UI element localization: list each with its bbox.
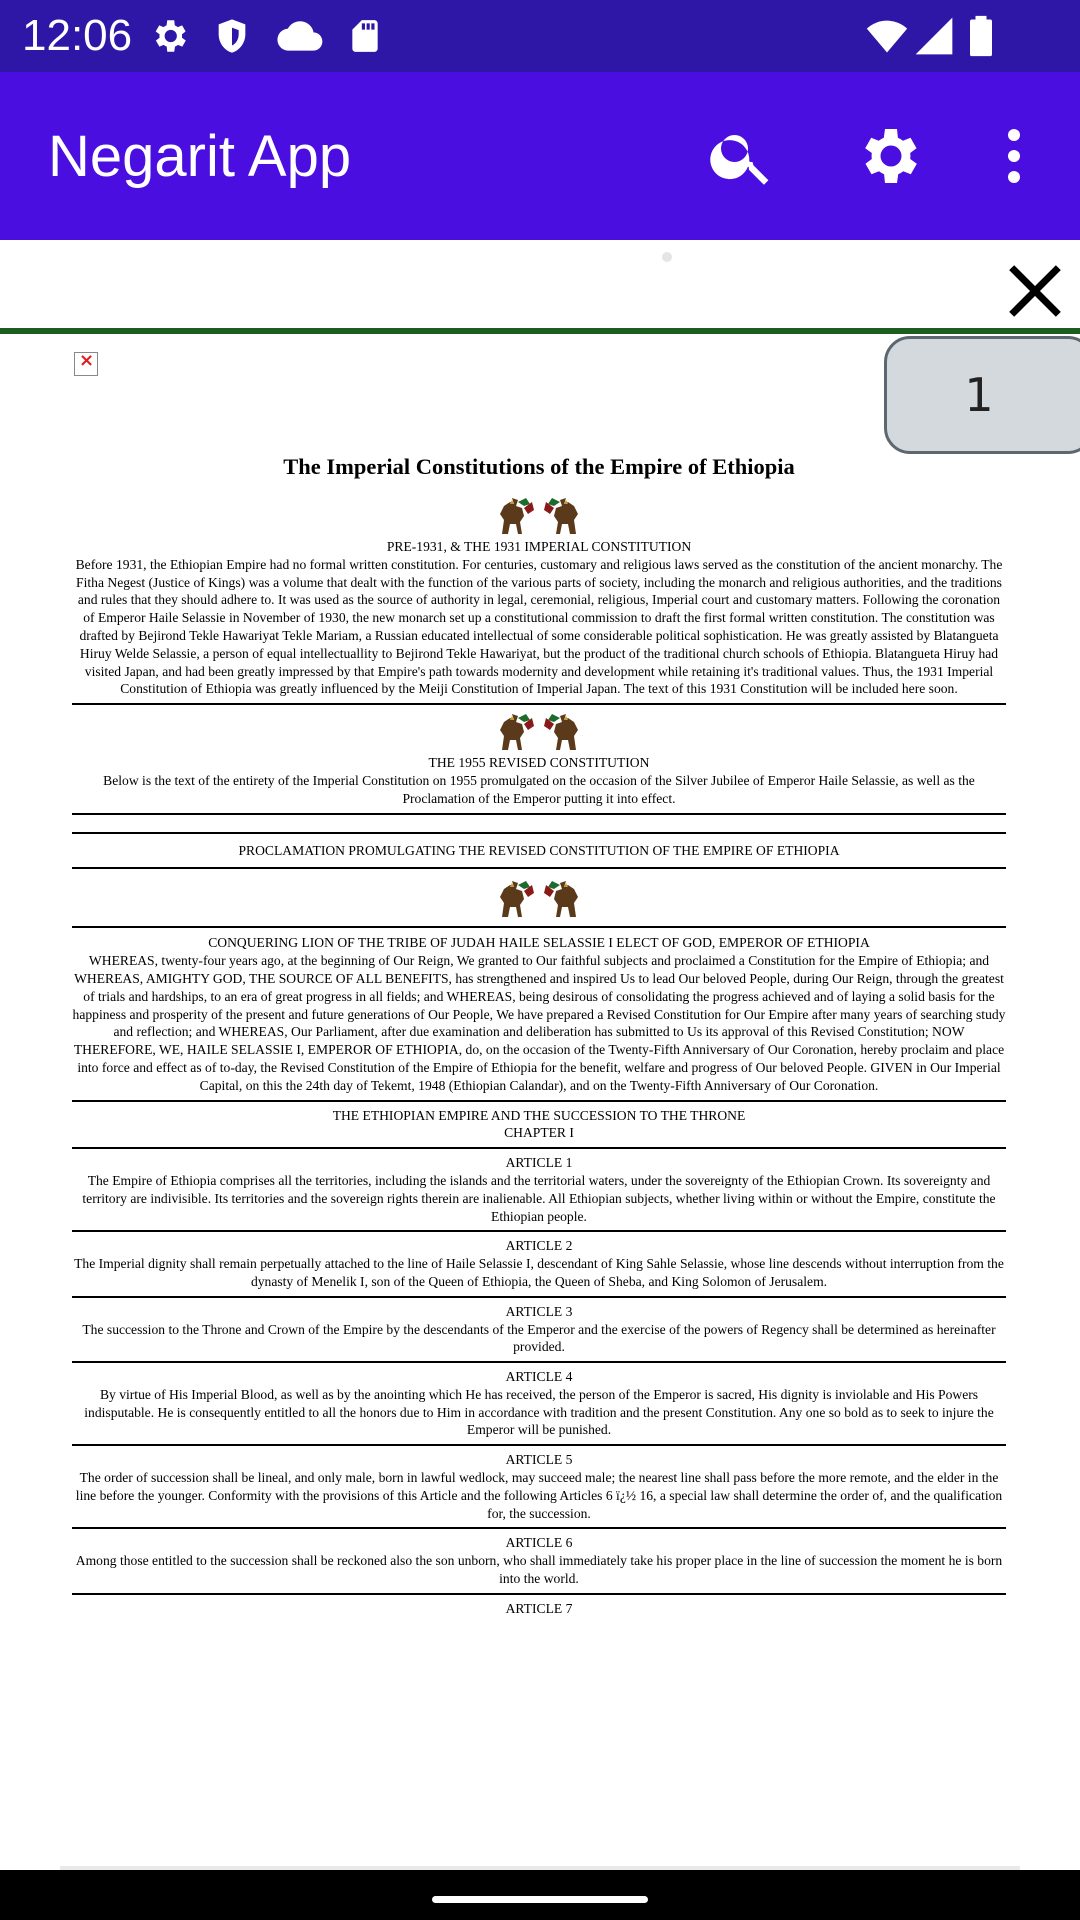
divider <box>72 832 1006 834</box>
sd-card-icon <box>346 14 384 58</box>
article-5 <box>72 1451 1006 1522</box>
article-label: ARTICLE 4 <box>505 1369 573 1385</box>
cloud-icon <box>276 14 324 58</box>
article-3 <box>72 1303 1006 1356</box>
lion-icon <box>540 494 582 538</box>
shield-icon <box>212 14 252 58</box>
find-bar <box>0 240 1080 332</box>
article-text: Among those entitled to the succession shall be reckoned also the son unborn, who shall immediately take his proper place in the line of succession the moment he is born into the world. <box>75 1553 1003 1587</box>
proclamation-heading: PROCLAMATION PROMULGATING THE REVISED CONSTITUTION OF THE EMPIRE OF ETHIOPIA <box>238 842 840 858</box>
chapter-heading: THE ETHIOPIAN EMPIRE AND THE SUCCESSION TO THE THRONE <box>332 1107 746 1123</box>
divider <box>72 813 1006 815</box>
document <box>72 452 1006 1618</box>
lion-icon <box>496 877 538 921</box>
crest-emblem <box>72 710 1006 754</box>
divider <box>72 1444 1006 1446</box>
revised1955-heading: THE 1955 REVISED CONSTITUTION <box>428 755 650 771</box>
divider <box>72 1361 1006 1363</box>
article-text: By virtue of His Imperial Blood, as well as by the anointing which He has received, the person of the Emperor is sacred, His dignity is inviolable and His Powers indisputable. He is consequently entitled to all the honors due to Him in accordance with tradition and the present Constitution. Any one so bold as to seek to injure the Emperor will be punished. <box>84 1386 994 1438</box>
article-label: ARTICLE 5 <box>505 1452 573 1468</box>
document-title: The Imperial Constitutions of the Empire of Ethiopia <box>283 454 795 479</box>
divider <box>72 1230 1006 1232</box>
article-text: The Imperial dignity shall remain perpetually attached to the line of Haile Selassie I, descendant of King Sahle Selassie, whose line descends without interruption from the dynasty of Menelik I, son of the Queen of Ethiopia, the Queen of Sheba, and King Solomon of Jerusalem. <box>74 1256 1004 1289</box>
close-icon[interactable] <box>1000 256 1070 326</box>
signal-icon <box>912 14 956 58</box>
article-label: ARTICLE 1 <box>505 1155 573 1171</box>
divider <box>72 703 1006 705</box>
broken-image-icon <box>74 352 98 376</box>
revised1955-text: Below is the text of the entirety of the Imperial Constitution on 1955 promulgated on the occasion of the Silver Jubilee of Emperor Haile Selassie, as well as the Proclamation of the Emperor putting it into effect. <box>103 772 975 806</box>
article-7-label: ARTICLE 7 <box>505 1600 573 1616</box>
divider <box>72 1593 1006 1595</box>
loading-dot <box>662 252 672 262</box>
battery-icon <box>966 14 996 58</box>
lion-icon <box>540 710 582 754</box>
app-title: Negarit App <box>48 124 352 189</box>
pre1931-text: Before 1931, the Ethiopian Empire had no formal written constitution. For centuries, customary and religious laws served as the constitution of the ancient monarchy. The Fitha Negest (Justice of Kings) was a volume that dealt with the function of the various parts of society, including the monarch and religious authorities, and the traditions and rules that they should adhere to. It was used as the source of authority in legal, ceremonial, religious, Imperial court and customary matters. Following the coronation of Emperor Haile Selassie in November of 1930, the new monarch set up a constitutional commission to draft the first formal written constitution. The constitution was drafted by Bejirond Tekle Hawariyat Tekle Mariam, a Russian educated intellectual of some considerable political sophistication. He was greatly assisted by Blatangueta Hiruy Welde Selassie, a person of equal intellectuallity to Bejirond Tekle Hawariyat, but the product of the traditional church schools of Ethiopia. Blatangueta Hiruy had visited Japan, and had been greatly impressed by that Empire's path towards modernity and development while retaining it's traditional values. Thus, the 1931 Imperial Constitution of Ethiopia was greatly influenced by the Meiji Constitution of Imperial Japan. The text of this 1931 Constitution will be included here soon. <box>75 556 1003 697</box>
home-gesture-handle[interactable] <box>432 1896 648 1903</box>
settings-icon[interactable] <box>852 120 924 192</box>
crest-emblem <box>72 877 1006 921</box>
divider <box>72 867 1006 869</box>
article-text: The succession to the Throne and Crown of the Empire by the descendants of the Emperor and the exercise of the powers of Regency shall be determined as hereinafter provided. <box>82 1321 996 1355</box>
search-icon[interactable] <box>706 120 778 192</box>
lion-heading: CONQUERING LION OF THE TRIBE OF JUDAH HAILE SELASSIE I ELECT OF GOD, EMPEROR OF ETHIOPIA <box>208 935 870 951</box>
app-bar <box>0 72 1080 240</box>
article-1 <box>72 1154 1006 1225</box>
system-nav-bar <box>0 1870 1080 1920</box>
proclamation-text: WHEREAS, twenty-four years ago, at the beginning of Our Reign, We granted to Our faithful subjects and proclaimed a Constitution for the Empire of Ethiopia; and WHEREAS, AMIGHTY GOD, THE SOURCE OF ALL BENEFITS, has strengthened and inspired Us to lead Our beloved People, during Our Reign, through the greatest of trials and hardships, to an era of great progress in all fields; and WHEREAS, being desirous of consolidating the progress achieved and of laying a solid basis for the happiness and prosperity of the present and future generations of Our People, We have prepared a Revised Constitution for Our Empire after many years of searching study and reflection; and WHEREAS, Our Parliament, after due examination and deliberation has submitted to Us its approval of this Revised Constitution; NOW THEREFORE, WE, HAILE SELASSIE I, EMPEROR OF ETHIOPIA, do, on the occasion of the Twenty-Fifth Anniversary of Our Coronation, hereby proclaim and place into force and effect as of to-day, the Revised Constitution of the Empire of Ethiopia for the benefit, welfare and progress of Our beloved People. GIVEN in Our Imperial Capital, on this the 24th day of Tekemt, 1948 (Ethiopian Calandar), and on the Twenty-Fifth Anniversary of Our Coronation. <box>72 953 1006 1093</box>
more-vert-icon[interactable] <box>978 120 1050 192</box>
page-number-badge[interactable]: 1 <box>884 336 1080 454</box>
article-text: The Empire of Ethiopia comprises all the territories, including the islands and the territorial waters, under the sovereignty of the Ethiopian Crown. Its sovereignty and territory are indivisible. Its territories and the sovereign rights therein are inalienable. All Ethiopian subjects, whether living within or without the Empire, constitute the Ethiopian people. <box>82 1172 996 1224</box>
progress-line <box>0 328 1080 334</box>
divider <box>72 1527 1006 1529</box>
article-label: ARTICLE 6 <box>505 1535 573 1551</box>
lion-icon <box>496 494 538 538</box>
article-label: ARTICLE 3 <box>505 1303 573 1319</box>
article-4 <box>72 1368 1006 1439</box>
divider <box>72 1100 1006 1102</box>
lion-icon <box>540 877 582 921</box>
article-label: ARTICLE 2 <box>505 1238 573 1254</box>
divider <box>72 1147 1006 1149</box>
divider <box>72 926 1006 928</box>
status-time: 12:06 <box>22 11 133 60</box>
chapter-label: CHAPTER I <box>504 1125 574 1141</box>
status-bar <box>0 0 1080 72</box>
lion-icon <box>496 710 538 754</box>
article-2 <box>72 1237 1006 1290</box>
article-6 <box>72 1534 1006 1587</box>
article-text: The order of succession shall be lineal, and only male, born in lawful wedlock, may succeed male; the nearest line shall pass before the more remote, and the elder in the line before the younger. Conformity with the provisions of this Article and the following Articles 6 ï¿½ 16, a special law shall determine the order of, and the qualification for, the succession. <box>75 1470 1003 1521</box>
crest-emblem <box>72 494 1006 538</box>
wifi-icon <box>862 14 912 58</box>
pre1931-heading: PRE-1931, & THE 1931 IMPERIAL CONSTITUTION <box>386 539 692 554</box>
divider <box>72 1296 1006 1298</box>
gear-icon <box>148 14 190 58</box>
